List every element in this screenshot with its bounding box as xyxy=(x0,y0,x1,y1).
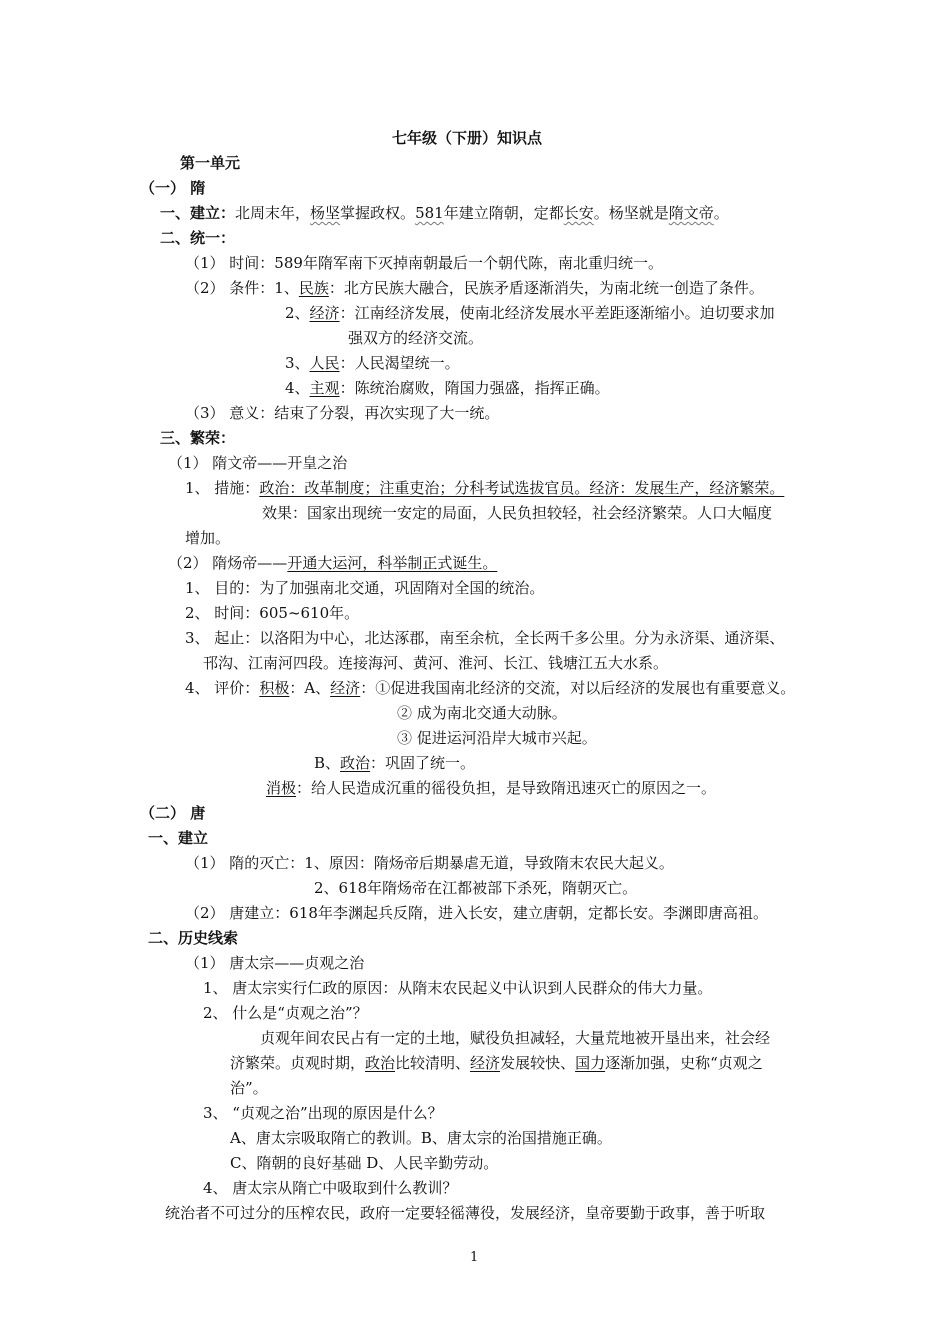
tang-jianli-label: 一、建立 xyxy=(148,829,209,847)
tongyi-condition-3 xyxy=(285,353,460,373)
text: 发展较快、 xyxy=(500,1054,576,1072)
text: 掌握政权。 xyxy=(340,204,416,222)
tang-a3-2: C、隋朝的良好基础 D、人民辛勤劳动。 xyxy=(230,1154,499,1172)
tongyi-condition-2-cont: 强双方的经济交流。 xyxy=(348,329,484,347)
keyword: 积极 xyxy=(259,679,290,697)
text: （2） 条件：1、 xyxy=(185,279,299,297)
keyword: 开通大运河，科举制正式诞生。 xyxy=(287,554,498,572)
canal-range-2: 邗沟、江南河四段。连接海河、黄河、淮河、长江、钱塘江五大水系。 xyxy=(203,654,669,672)
text: ：给人民造成沉重的徭役负担，是导致隋迅速灭亡的原因之一。 xyxy=(296,779,717,797)
tongyi-condition-2 xyxy=(285,303,775,323)
text: 1、 措施： xyxy=(185,479,260,497)
sui-tongyi-label: 二、统一： xyxy=(160,229,236,247)
text: 济繁荣。贞观时期， xyxy=(230,1054,366,1072)
tang-q4: 4、 唐太宗从隋亡中吸取到什么教训？ xyxy=(203,1179,458,1197)
keyword: 经济 xyxy=(470,1054,501,1072)
keyword: 人民 xyxy=(309,354,340,372)
tang-xiansuo-label: 二、历史线索 xyxy=(148,929,239,947)
text: 。杨坚就是 xyxy=(593,204,669,222)
canal-time: 2、 时间：605~610年。 xyxy=(185,604,360,622)
canal-range-1: 3、 起止：以洛阳为中心，北达涿郡，南至余杭，全长两千多公里。分为永济渠、通济渠、 xyxy=(185,629,785,647)
fanrong-yangdi xyxy=(168,553,497,573)
keyword: 经济 xyxy=(330,679,361,697)
text: 比较清明、 xyxy=(395,1054,471,1072)
tang-found: （2） 唐建立：618年李渊起兵反隋，进入长安，建立唐朝，定都长安。李渊即唐高祖。 xyxy=(185,904,768,922)
text: 2、 xyxy=(285,304,310,322)
canal-eval-2: ② 成为南北交通大动脉。 xyxy=(397,704,567,722)
tongyi-time: （1） 时间：589年隋军南下灭掉南朝最后一个朝代陈，南北重归统一。 xyxy=(185,254,663,272)
text: ：A、 xyxy=(289,679,331,697)
fanrong-effect-2: 增加。 xyxy=(185,529,231,547)
tang-q2: 2、 什么是“贞观之治”？ xyxy=(203,1004,368,1022)
canal-eval-negative xyxy=(266,778,716,798)
section-tang-heading: （二） 唐 xyxy=(140,804,206,822)
text: 。 xyxy=(713,204,729,222)
page-number: 1 xyxy=(470,1250,479,1265)
fanrong-measures xyxy=(185,478,784,498)
keyword: 经济 xyxy=(309,304,340,322)
keyword: 政治 xyxy=(365,1054,396,1072)
tang-a2-3: 治”。 xyxy=(230,1079,268,1097)
text: 4、 xyxy=(285,379,310,397)
keyword: 消极 xyxy=(266,779,297,797)
text: ：江南经济发展，使南北经济发展水平差距逐渐缩小。迫切要求加 xyxy=(339,304,775,322)
sui-jianli-line xyxy=(160,203,729,223)
keyword: 长安 xyxy=(563,204,594,222)
canal-eval-3: ③ 促进运河沿岸大城市兴起。 xyxy=(397,729,597,747)
keyword: 政治 xyxy=(340,754,371,772)
tang-q3: 3、 “贞观之治”出现的原因是什么？ xyxy=(203,1104,443,1122)
text: ：陈统治腐败，隋国力强盛，指挥正确。 xyxy=(339,379,610,397)
tongyi-meaning: （3） 意义：结束了分裂，再次实现了大一统。 xyxy=(185,404,500,422)
page-title: 七年级（下册）知识点 xyxy=(392,129,543,147)
sui-jianli-label: 一、建立： xyxy=(160,204,236,222)
tang-a4: 统治者不可过分的压榨农民，政府一定要轻徭薄役，发展经济，皇帝要勤于政事，善于听取 xyxy=(165,1204,766,1222)
tang-a2-2 xyxy=(230,1053,763,1073)
text: 逐渐加强，史称“贞观之 xyxy=(605,1054,763,1072)
keyword: 隋文帝 xyxy=(668,204,714,222)
keyword: 政治：改革制度；注重吏治；分科考试选拔官员。经济：发展生产，经济繁荣。 xyxy=(259,479,785,497)
keyword: 杨坚 xyxy=(310,204,341,222)
tongyi-condition-4 xyxy=(285,378,610,398)
canal-eval-b xyxy=(314,753,475,773)
keyword: 国力 xyxy=(575,1054,606,1072)
keyword: 民族 xyxy=(298,279,329,297)
text: 北周末年， xyxy=(235,204,311,222)
tang-fall-2: 2、618年隋炀帝在江都被部下杀死，隋朝灭亡。 xyxy=(314,879,638,897)
section-sui-heading: （一） 隋 xyxy=(140,179,206,197)
fanrong-effect-1: 效果：国家出现统一安定的局面，人民负担较轻，社会经济繁荣。人口大幅度 xyxy=(262,504,773,522)
tang-fall-1: （1） 隋的灭亡：1、原因：隋炀帝后期暴虐无道，导致隋末农民大起义。 xyxy=(185,854,674,872)
text: ：北方民族大融合，民族矛盾逐渐消失，为南北统一创造了条件。 xyxy=(328,279,764,297)
unit-heading: 第一单元 xyxy=(180,154,241,172)
text: B、 xyxy=(314,754,341,772)
canal-purpose: 1、 目的：为了加强南北交通，巩固隋对全国的统治。 xyxy=(185,579,545,597)
text: 3、 xyxy=(285,354,310,372)
text: ：人民渴望统一。 xyxy=(339,354,460,372)
text: 年建立隋朝，定都 xyxy=(443,204,564,222)
fanrong-wendi: （1） 隋文帝——开皇之治 xyxy=(168,454,348,472)
text: ：①促进我国南北经济的交流，对以后经济的发展也有重要意义。 xyxy=(360,679,796,697)
text: 4、 评价： xyxy=(185,679,260,697)
tang-a2-1: 贞观年间农民占有一定的土地，赋役负担减轻，大量荒地被开垦出来，社会经 xyxy=(260,1029,771,1047)
tang-q1: 1、 唐太宗实行仁政的原因：从隋末农民起义中认识到人民群众的伟大力量。 xyxy=(203,979,713,997)
canal-eval-1 xyxy=(185,678,795,698)
text: （2） 隋炀帝—— xyxy=(168,554,288,572)
tongyi-condition-1 xyxy=(185,278,764,298)
tang-a3-1: A、唐太宗吸取隋亡的教训。B、唐太宗的治国措施正确。 xyxy=(230,1129,612,1147)
sui-fanrong-label: 三、繁荣： xyxy=(160,429,236,447)
keyword: 581 xyxy=(415,204,444,222)
tang-taizong: （1） 唐太宗——贞观之治 xyxy=(185,954,365,972)
text: ：巩固了统一。 xyxy=(370,754,476,772)
keyword: 主观 xyxy=(309,379,340,397)
